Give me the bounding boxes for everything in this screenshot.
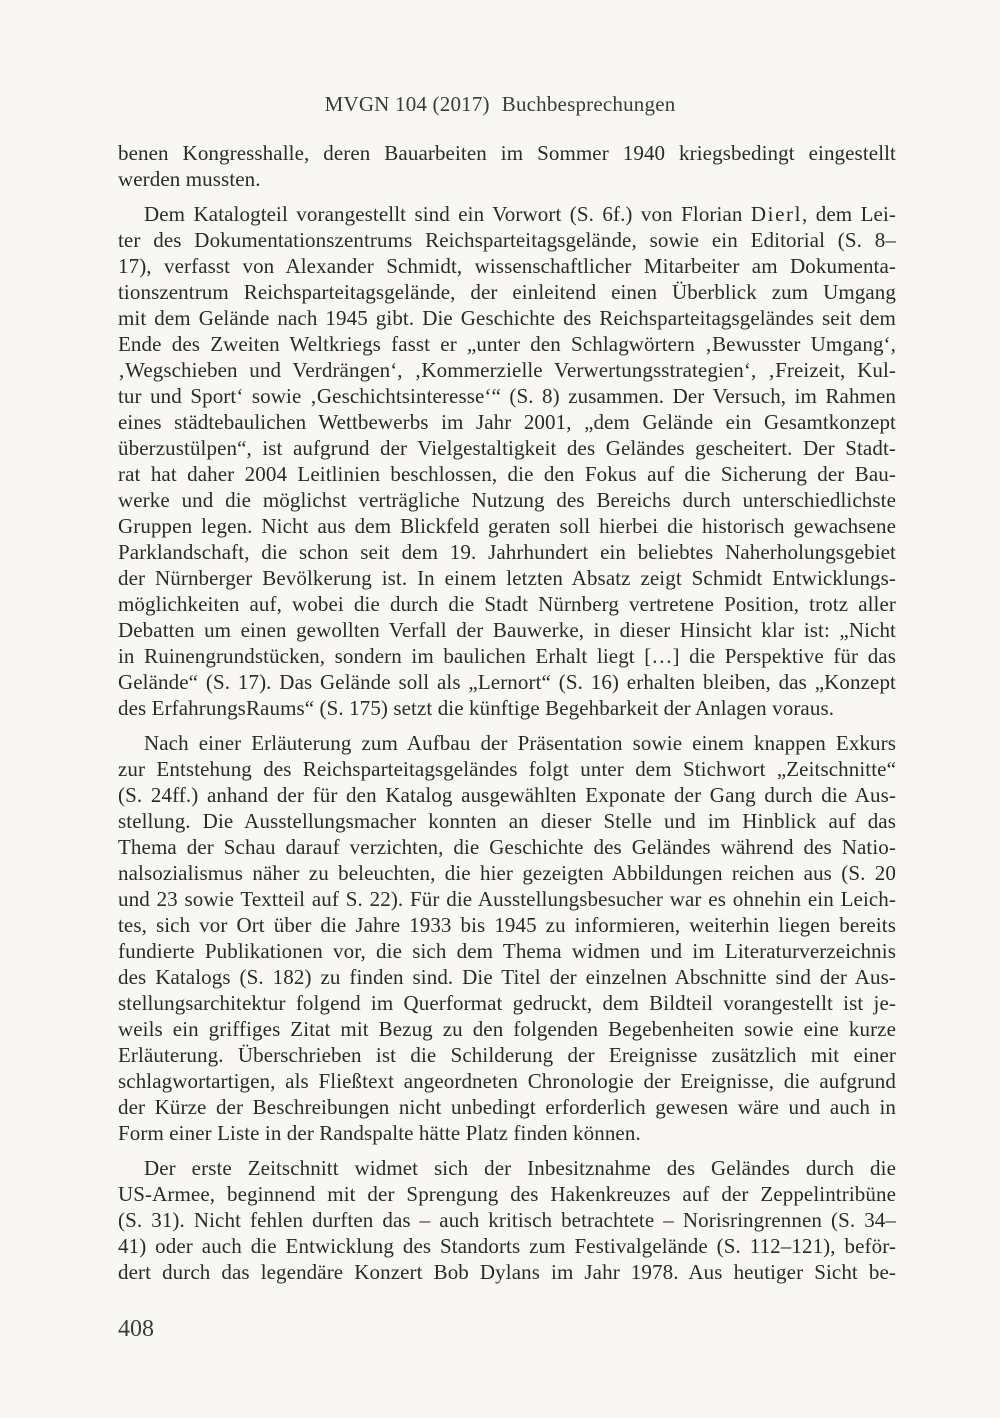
text-line: der Kürze der Beschreibungen nicht unbedingt erforderlich gewesen wäre und auch in [118,1095,896,1119]
text-line: Erläuterung. Überschrieben ist die Schilderung der Ereignisse zusätzlich mit einer [118,1043,896,1067]
running-header [0,92,1000,117]
page-number: 408 [118,1316,154,1342]
text-line: weils ein griffiges Zitat mit Bezug zu den folgenden Begebenheiten sowie eine kurze [118,1017,896,1041]
text-line: Form einer Liste in der Randspalte hätte Platz finden können. [118,1121,641,1145]
text-line: dert durch das legendäre Konzert Bob Dylans im Jahr 1978. Aus heutiger Sicht be- [118,1260,896,1284]
text-line: des ErfahrungsRaums“ (S. 175) setzt die künftige Begehbarkeit der Anlagen voraus. [118,696,835,720]
text-line: stellung. Die Ausstellungsmacher konnten an dieser Stelle und im Hinblick auf das [118,809,896,833]
text-line: überzustülpen“, ist aufgrund der Vielgestaltigkeit des Geländes gescheitert. Der Stadt- [118,436,896,460]
body-text [118,140,896,1294]
section-title: Buchbesprechungen [501,92,676,116]
text-line: werke und die möglichst verträgliche Nutzung des Bereichs durch unterschiedlichste [118,488,896,512]
text-line: Thema der Schau darauf verzichten, die Geschichte des Geländes während des Natio- [118,835,896,859]
paragraph [118,1155,896,1285]
text-line: Gelände“ (S. 17). Das Gelände soll als „Lernort“ (S. 16) erhalten bleiben, das „Konzept [118,670,896,694]
text-line: stellungsarchitektur folgend im Querformat gedruckt, dem Bildteil vorangestellt ist je- [118,991,896,1015]
text-line: tes, sich vor Ort über die Jahre 1933 bis 1945 zu informieren, weiterhin liegen bereits [118,913,896,937]
text-line: nalsozialismus näher zu beleuchten, die hier gezeigten Abbildungen reichen aus (S. 20 [118,861,896,885]
author-name-emphasis: Dierl [750,202,803,226]
journal-reference: MVGN 104 (2017) [324,92,490,116]
text-line: ‚Wegschieben und Verdrängen‘, ‚Kommerzielle Verwertungsstrategien‘, ‚Freizeit, Kul- [118,358,896,382]
text-line: fundierte Publikationen vor, die sich dem Thema widmen und im Literaturverzeichnis [118,939,896,963]
text-line: werden mussten. [118,167,261,191]
text-line: möglichkeiten auf, wobei die durch die Stadt Nürnberg vertretene Position, trotz aller [118,592,896,616]
text-line: benen Kongresshalle, deren Bauarbeiten im Sommer 1940 kriegsbedingt eingestellt [118,141,896,165]
text-line: des Katalogs (S. 182) zu finden sind. Die Titel der einzelnen Abschnitte sind der Aus- [118,965,896,989]
text-line: ter des Dokumentationszentrums Reichsparteitagsgelände, sowie ein Editorial (S. 8– [118,228,896,252]
text-line: 41) oder auch die Entwicklung des Standorts zum Festivalgelände (S. 112–121), beför- [118,1234,896,1258]
text-line-start: Dem Katalogteil vorangestellt sind ein Vorwort (S. 6f.) von Florian Dierl, dem Lei- [144,202,896,226]
text-line: US-Armee, beginnend mit der Sprengung des Hakenkreuzes auf der Zeppelintribüne [118,1182,896,1206]
text-line: tionszentrum Reichsparteitagsgelände, der einleitend einen Überblick zum Umgang [118,280,896,304]
paragraph [118,730,896,1146]
text-line: Der erste Zeitschnitt widmet sich der Inbesitznahme des Geländes durch die [144,1156,896,1180]
text-line: rat hat daher 2004 Leitlinien beschlossen, die den Fokus auf die Sicherung der Bau- [118,462,896,486]
text-line: Debatten um einen gewollten Verfall der Bauwerke, in dieser Hinsicht klar ist: „Nicht [118,618,896,642]
text-line: tur und Sport‘ sowie ‚Geschichtsinteresse‘“ (S. 8) zusammen. Der Versuch, im Rahmen [118,384,896,408]
text-line: Ende des Zweiten Weltkriegs fasst er „unter den Schlagwörtern ‚Bewusster Umgang‘, [118,332,896,356]
text-line: Parklandschaft, die schon seit dem 19. Jahrhundert ein beliebtes Naherholungsgebiet [118,540,896,564]
text-line: (S. 31). Nicht fehlen durften das – auch kritisch betrachtete – Norisringrennen (S. 34– [118,1208,896,1232]
text-line: 17), verfasst von Alexander Schmidt, wissenschaftlicher Mitarbeiter am Dokumenta- [118,254,896,278]
text-line: mit dem Gelände nach 1945 gibt. Die Geschichte des Reichsparteitagsgeländes seit dem [118,306,896,330]
text-line [118,201,896,227]
text-line: Gruppen legen. Nicht aus dem Blickfeld geraten soll hierbei die historisch gewachsene [118,514,896,538]
text-line: Nach einer Erläuterung zum Aufbau der Präsentation sowie einem knappen Exkurs [144,731,896,755]
text-line: der Nürnberger Bevölkerung ist. In einem letzten Absatz zeigt Schmidt Entwicklungs- [118,566,896,590]
text-line: schlagwortartigen, als Fließtext angeordneten Chronologie der Ereignisse, die aufgrund [118,1069,896,1093]
text-line: zur Entstehung des Reichsparteitagsgeländes folgt unter dem Stichwort „Zeitschnitte“ [118,757,896,781]
paragraph [118,201,896,721]
text-line: eines städtebaulichen Wettbewerbs im Jahr 2001, „dem Gelände ein Gesamtkonzept [118,410,896,434]
text-line: und 23 sowie Textteil auf S. 22). Für die Ausstellungsbesucher war es ohnehin ein Leich- [118,887,896,911]
paragraph [118,140,896,192]
text-line: (S. 24ff.) anhand der für den Katalog ausgewählten Exponate der Gang durch die Aus- [118,783,896,807]
text-line: in Ruinengrundstücken, sondern im baulichen Erhalt liegt […] die Perspektive für das [118,644,896,668]
